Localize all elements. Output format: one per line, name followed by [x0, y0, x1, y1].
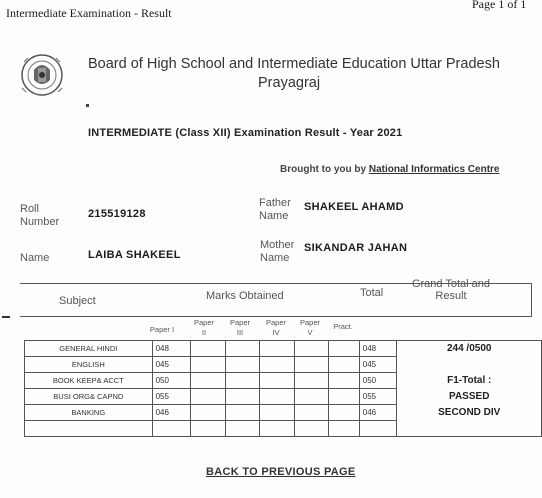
subject-cell: GENERAL HINDI [25, 341, 153, 357]
paper2-cell [191, 389, 225, 405]
paper2-cell [191, 341, 225, 357]
pract-cell [329, 373, 360, 389]
paper-header-4-b: IV [272, 328, 280, 337]
nic-link[interactable]: National Informatics Centre [368, 164, 500, 175]
board-city: Prayagraj [258, 75, 321, 91]
paper1-cell: 055 [152, 389, 191, 405]
father-label-line1: Father [259, 197, 291, 209]
subject-cell [25, 421, 153, 437]
paper3-cell [225, 341, 259, 357]
paper-header-4-a: Paper [265, 318, 286, 327]
table-row [25, 405, 542, 421]
subject-cell: BUSI ORG& CAPND [25, 389, 153, 405]
back-link[interactable]: BACK TO PREVIOUS PAGE [206, 466, 356, 478]
paper4-cell [260, 341, 294, 357]
col-subject: Subject [59, 295, 96, 307]
total-cell [359, 421, 397, 437]
grand-cell [397, 421, 542, 437]
paper5-cell [294, 341, 328, 357]
paper3-cell [225, 421, 259, 437]
subject-cell: BANKING [25, 405, 153, 421]
paper2-cell [191, 421, 225, 437]
paper-header-6 [328, 322, 358, 332]
paper4-cell [260, 405, 294, 421]
col-marks: Marks Obtained [206, 290, 284, 302]
paper4-cell [260, 357, 294, 373]
paper3-cell [225, 373, 259, 389]
col-grand-line2: Result [435, 290, 467, 302]
paper-header-5 [294, 318, 326, 338]
pract-cell [329, 357, 360, 373]
student-name: LAIBA SHAKEEL [88, 249, 181, 261]
subject-cell: BOOK KEEP& ACCT [25, 373, 153, 389]
brought-by-prefix: Brought to you by [280, 164, 367, 175]
paper-header-3 [224, 318, 256, 338]
father-label-line2: Name [259, 210, 289, 222]
roll-label [20, 203, 59, 229]
paper-header-3-a: Paper [229, 318, 250, 327]
grand-cell [397, 357, 542, 373]
table-row [25, 389, 542, 405]
name-label: Name [20, 252, 50, 264]
paper1-cell: 045 [152, 357, 191, 373]
mother-label [260, 239, 294, 265]
paper4-cell [260, 389, 294, 405]
paper5-cell [294, 405, 328, 421]
paper1-cell: 046 [152, 405, 191, 421]
pract-cell [329, 421, 360, 437]
grand-cell: SECOND DIV [397, 405, 542, 421]
paper3-cell [225, 389, 259, 405]
roll-label-line1: Roll [20, 203, 39, 215]
paper-header-2 [188, 318, 220, 338]
table-row [25, 421, 542, 437]
paper5-cell [294, 357, 328, 373]
paper-header-5-a: Paper [299, 318, 320, 327]
table-row [25, 357, 542, 373]
exam-title: INTERMEDIATE (Class XII) Examination Result - Year 2021 [88, 127, 403, 139]
paper4-cell [260, 373, 294, 389]
window-title: Intermediate Examination - Result [6, 6, 172, 20]
mother-label-line2: Name [260, 252, 290, 264]
brought-by [280, 164, 499, 175]
paper-header-1 [144, 325, 180, 335]
mother-label-line1: Mother [260, 239, 295, 251]
paper2-cell [191, 357, 225, 373]
paper-header-2-b: II [201, 328, 207, 337]
total-cell: 048 [359, 341, 397, 357]
paper-header-2-a: Paper [193, 318, 214, 327]
paper1-cell: 050 [152, 373, 191, 389]
col-total: Total [360, 287, 384, 299]
paper2-cell [191, 405, 225, 421]
paper3-cell [225, 357, 259, 373]
paper-header-6-a: Pract. [333, 322, 353, 331]
father-name: SHAKEEL AHAMD [304, 201, 404, 213]
marks-table [24, 340, 542, 437]
page-indicator: Page 1 of 1 [472, 0, 527, 11]
grand-cell: PASSED [397, 389, 542, 405]
grand-cell: 244 /0500 [397, 341, 542, 357]
pract-cell [329, 341, 360, 357]
table-row [25, 373, 542, 389]
paper-header-1-a: Paper I [149, 325, 175, 334]
total-cell: 045 [359, 357, 397, 373]
paper5-cell [294, 373, 328, 389]
subject-cell: ENGLISH [25, 357, 153, 373]
mother-name: SIKANDAR JAHAN [304, 242, 408, 254]
roll-number: 215519128 [88, 208, 146, 220]
pract-cell [329, 405, 360, 421]
paper2-cell [191, 373, 225, 389]
paper5-cell [294, 389, 328, 405]
grand-cell: F1-Total : [397, 373, 542, 389]
total-cell: 046 [359, 405, 397, 421]
board-name: Board of High School and Intermediate Education Uttar Pradesh [88, 56, 500, 72]
paper-header-5-b: V [307, 328, 313, 337]
board-logo [10, 50, 70, 100]
total-cell: 050 [359, 373, 397, 389]
pract-cell [329, 389, 360, 405]
total-cell: 055 [359, 389, 397, 405]
roll-label-line2: Number [20, 216, 60, 228]
header-left-mark [2, 316, 10, 318]
col-grand-line1: Grand Total and [411, 278, 491, 290]
paper-header-4 [260, 318, 292, 338]
paper4-cell [260, 421, 294, 437]
col-grand [404, 278, 498, 302]
paper5-cell [294, 421, 328, 437]
paper1-cell [152, 421, 191, 437]
father-label [259, 197, 291, 223]
paper1-cell: 048 [152, 341, 191, 357]
paper-header-3-b: III [236, 328, 244, 337]
divider-dot [86, 104, 89, 107]
table-row [25, 341, 542, 357]
paper3-cell [225, 405, 259, 421]
